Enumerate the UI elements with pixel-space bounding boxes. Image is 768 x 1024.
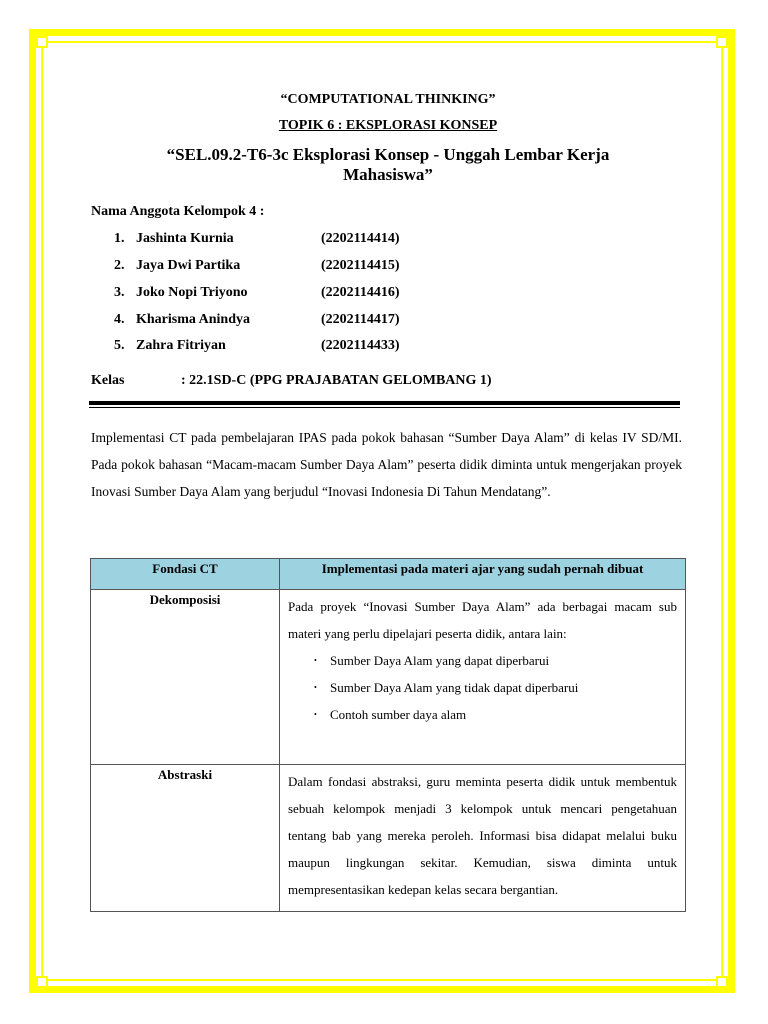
member-id: (2202114414) <box>321 231 400 246</box>
doc-subtitle: “SEL.09.2-T6-3c Eksplorasi Konsep - Unggah Lembar Kerja Mahasiswa” <box>166 145 610 184</box>
intro-paragraph: Implementasi CT pada pembelajaran IPAS pada pokok bahasan “Sumber Daya Alam” di kelas IV SD/MI. Pada pokok bahasan “Macam-macam Sumber Daya Alam” peserta didik diminta untuk mengerjakan proyek Inovasi Sumber Daya Alam yang berjudul “Inovasi Indonesia Di Tahun Mendatang”. <box>91 430 682 499</box>
member-row <box>114 231 400 249</box>
table-row <box>91 590 686 765</box>
doc-topic <box>90 118 686 134</box>
class-info <box>91 373 492 389</box>
header-fondasi: Fondasi CT <box>91 559 280 590</box>
border-corner <box>716 36 728 48</box>
submateri-list <box>288 647 677 728</box>
list-item: • Sumber Daya Alam yang tidak dapat diperbarui <box>314 674 677 701</box>
implementasi-text: Pada proyek “Inovasi Sumber Daya Alam” ada berbagai macam sub materi yang perlu dipelajari peserta didik, antara lain: <box>288 599 677 641</box>
table-header-row <box>91 559 686 590</box>
member-id: (2202114417) <box>321 312 400 327</box>
implementasi-cell <box>280 590 686 765</box>
member-name: Zahra Fitriyan <box>136 338 226 353</box>
member-name: Jaya Dwi Partika <box>136 258 241 273</box>
implementasi-cell: Dalam fondasi abstraksi, guru meminta peserta didik untuk membentuk sebuah kelompok menjadi 3 kelompok untuk mencari pengetahuan tentang bab yang mereka peroleh. Informasi bisa didapat melalui buku maupun lingkungan sekitar. Kemudian, siswa diminta untuk mempresentasikan kedepan kelas secara bergantian. <box>280 765 686 912</box>
member-number: 4. <box>114 312 125 327</box>
member-number: 2. <box>114 258 125 273</box>
divider-thick <box>89 401 680 405</box>
member-row <box>114 312 400 330</box>
member-row <box>114 258 400 276</box>
member-number: 1. <box>114 231 125 246</box>
member-name: Joko Nopi Triyono <box>136 285 248 300</box>
doc-title: “COMPUTATIONAL THINKING” <box>280 92 496 107</box>
members-heading: Nama Anggota Kelompok 4 : <box>91 204 265 219</box>
border-corner <box>716 976 728 988</box>
border-corner <box>36 36 48 48</box>
border-corner <box>36 976 48 988</box>
class-value: : 22.1SD-C (PPG PRAJABATAN GELOMBANG 1) <box>181 373 492 388</box>
fondasi-cell: Dekomposisi <box>91 590 280 765</box>
ct-table <box>90 558 686 912</box>
fondasi-cell: Abstraski <box>91 765 280 912</box>
member-number: 3. <box>114 285 125 300</box>
table-row <box>91 765 686 912</box>
divider-thin <box>89 407 680 408</box>
member-name: Jashinta Kurnia <box>136 231 234 246</box>
member-id: (2202114433) <box>321 338 400 353</box>
class-label: Kelas <box>91 373 125 388</box>
header-implementasi: Implementasi pada materi ajar yang sudah pernah dibuat <box>280 559 686 590</box>
doc-topic-text: TOPIK 6 : EKSPLORASI KONSEP <box>278 118 498 133</box>
member-name: Kharisma Anindya <box>136 312 250 327</box>
list-item: • Contoh sumber daya alam <box>314 701 677 728</box>
list-item: • Sumber Daya Alam yang dapat diperbarui <box>314 647 677 674</box>
member-number: 5. <box>114 338 125 353</box>
member-row <box>114 338 400 356</box>
member-id: (2202114415) <box>321 258 400 273</box>
member-row <box>114 285 400 303</box>
member-id: (2202114416) <box>321 285 400 300</box>
